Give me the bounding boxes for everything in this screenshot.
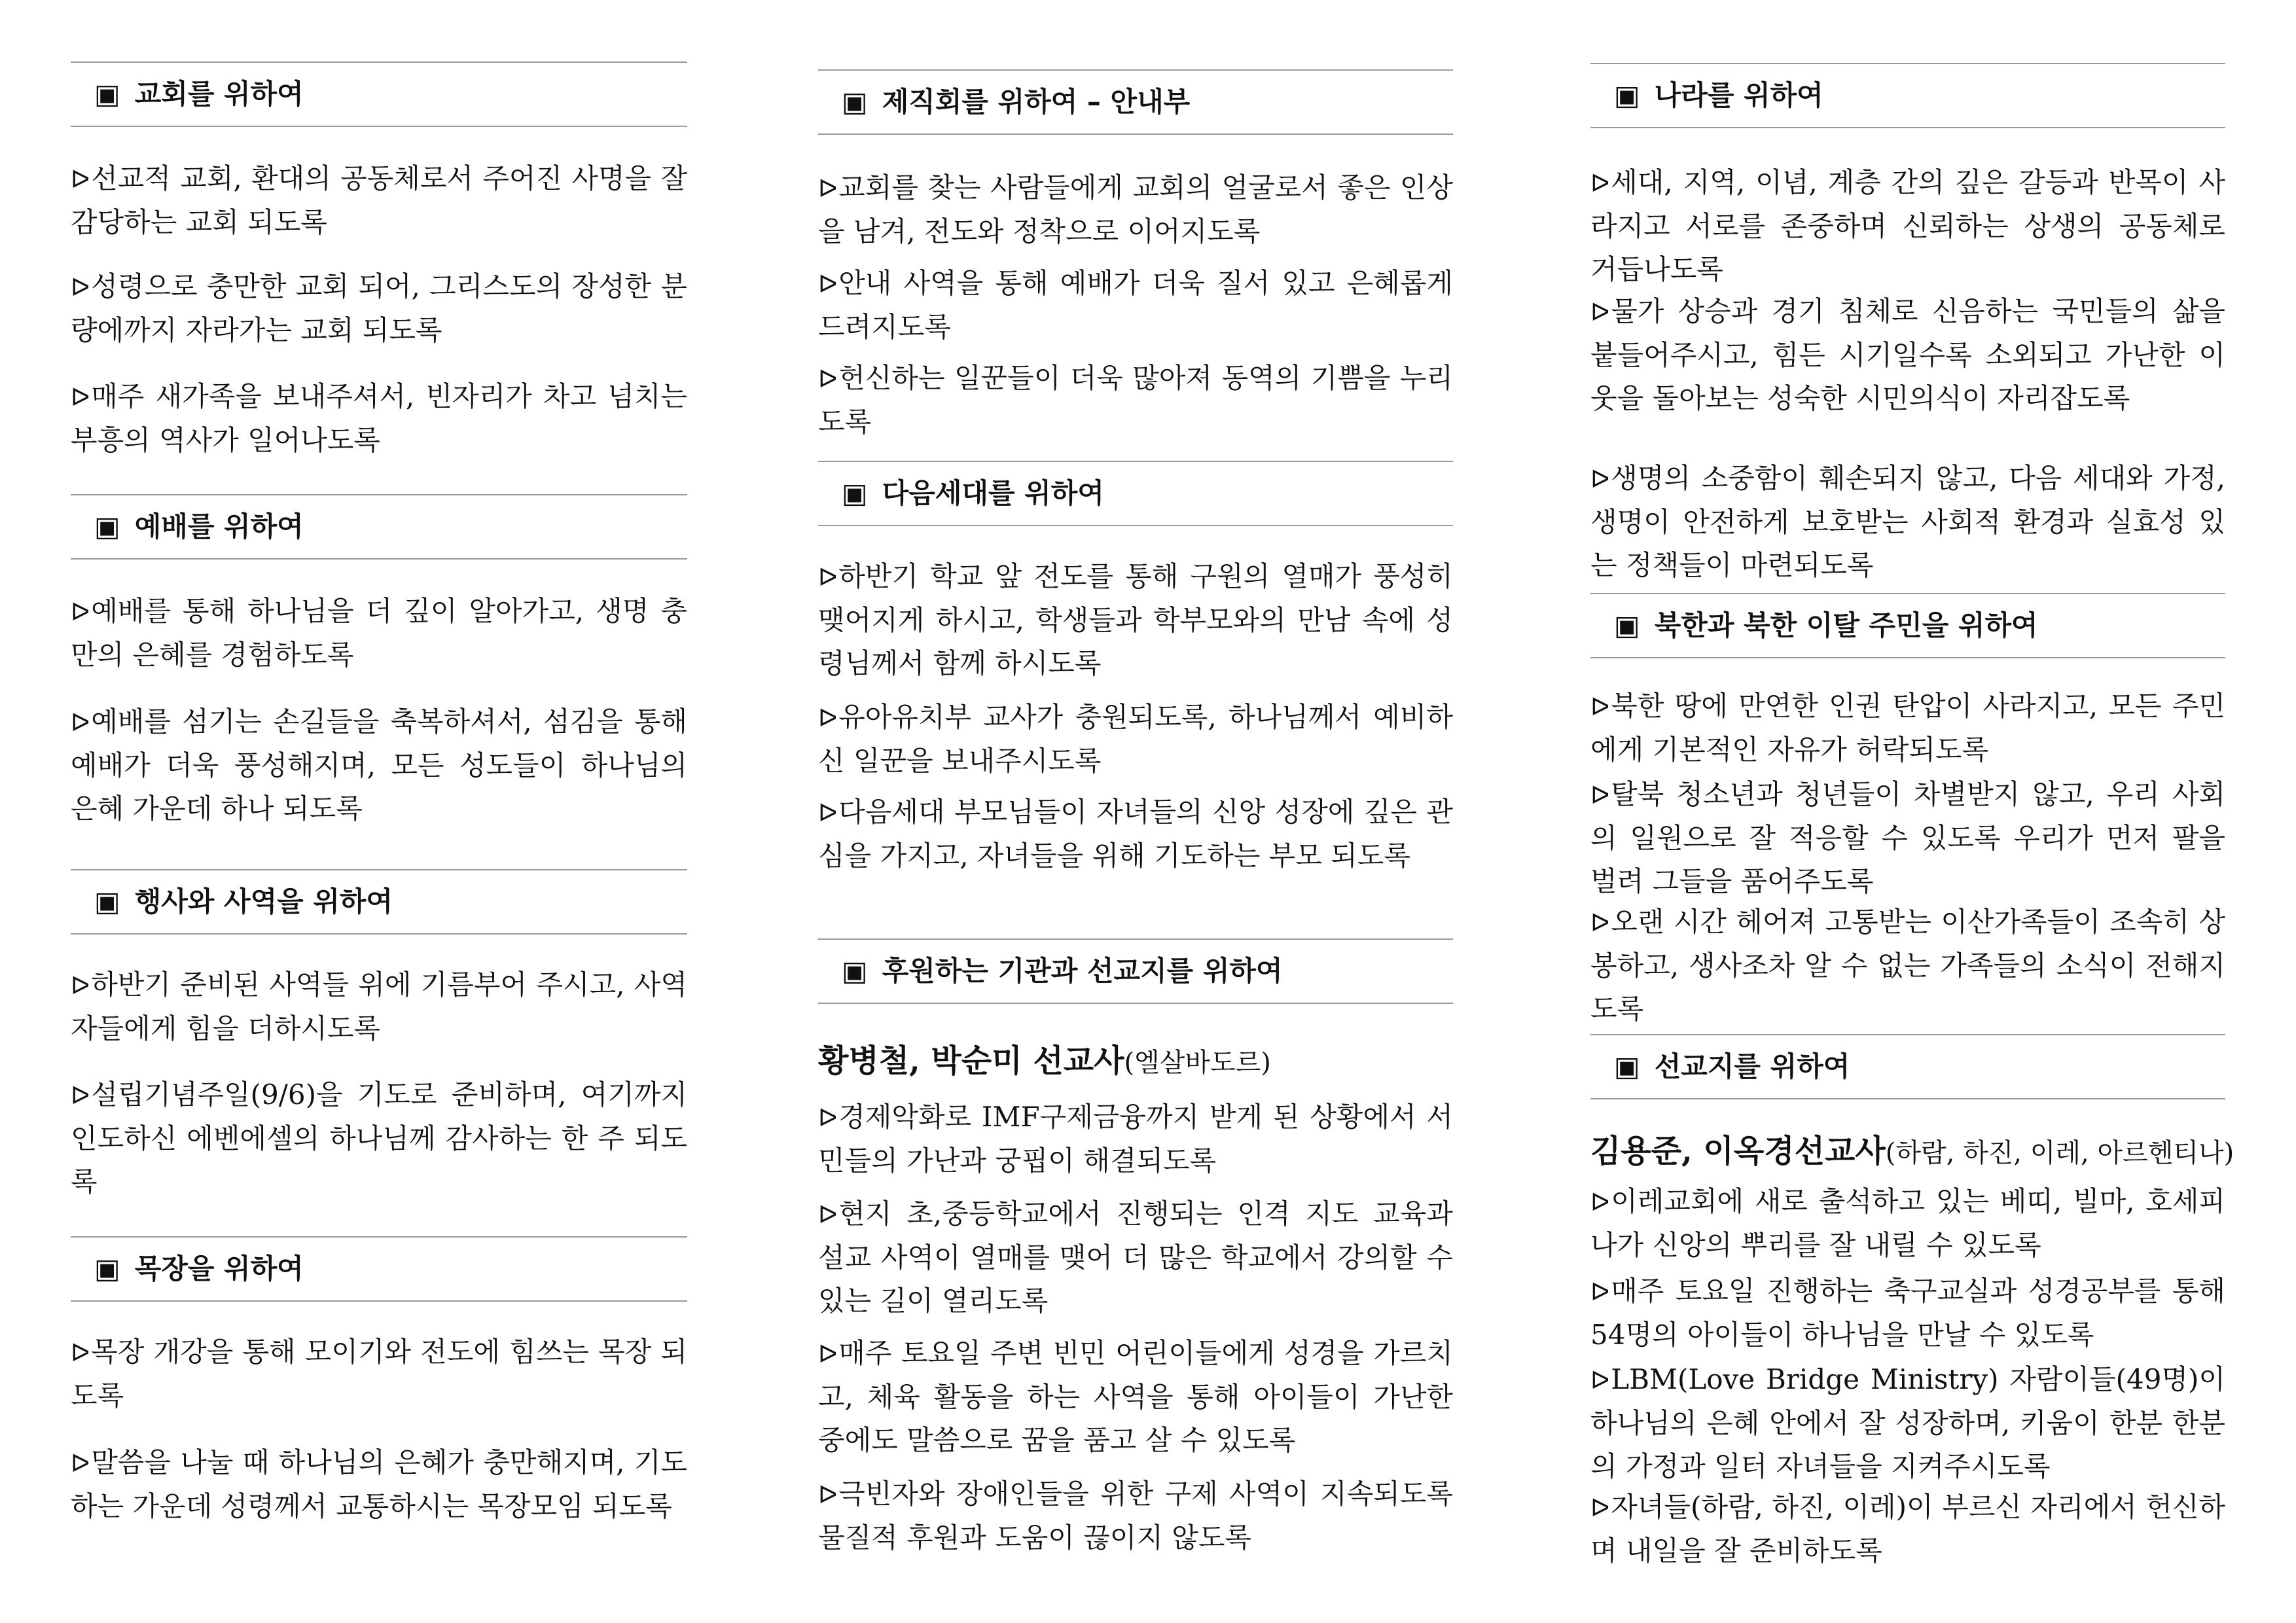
divider [1590,127,2225,128]
prayer-item: ᐅ매주 새가족을 보내주셔서, 빈자리가 차고 넘치는 부흥의 역사가 일어나도록 [71,380,687,456]
divider [1590,657,2225,658]
bullet-icon: ᐅ [1590,908,1610,937]
section-title-church: ▣ 교회를 위하여 [94,78,304,110]
divider [1590,1098,2225,1099]
section-marker-icon: ▣ [1614,1050,1640,1082]
bullet-icon: ᐅ [818,1480,838,1509]
bullet-icon: ᐅ [1590,465,1610,493]
prayer-item: ᐅ말씀을 나눌 때 하나님의 은혜가 충만해지며, 기도하는 가운데 성령께서 교통하시는 목장모임 되도록 [71,1446,687,1522]
prayer-item: ᐅ유아유치부 교사가 충원되도록, 하나님께서 예비하신 일꾼을 보내주시도록 [818,701,1453,777]
section-marker-icon: ▣ [842,477,868,509]
prayer-item: ᐅ현지 초,중등학교에서 진행되는 인격 지도 교육과 설교 사역이 열매를 맺어 더 많은 학교에서 강의할 수 있는 길이 열리도록 [818,1198,1453,1317]
prayer-item: ᐅ예배를 섬기는 손길들을 축복하셔서, 섬김을 통해 예배가 더욱 풍성해지며, 모든 성도들이 하나님의 은혜 가운데 하나 되도록 [71,705,687,825]
prayer-item: ᐅ설립기념주일(9/6)을 기도로 준비하며, 여기까지 인도하신 에벤에셀의 하나님께 감사하는 한 주 되도록 [71,1079,687,1198]
prayer-item: ᐅLBM(Love Bridge Ministry) 자람이들(49명)이 하나님의 은혜 안에서 잘 성장하며, 키움이 한분 한분의 가정과 일터 자녀들을 지켜주시도록 [1590,1363,2225,1482]
prayer-item: ᐅ하반기 학교 앞 전도를 통해 구원의 열매가 풍성히 맺어지게 하시고, 학생들과 학부모와의 만남 속에 성령님께서 함께 하시도록 [818,560,1453,679]
bullet-icon: ᐅ [1590,169,1610,198]
prayer-item: ᐅ매주 토요일 진행하는 축구교실과 성경공부를 통해 54명의 아이들이 하나님을 만날 수 있도록 [1590,1275,2225,1351]
section-title-northkorea: ▣ 북한과 북한 이탈 주민을 위하여 [1614,609,2038,641]
bullet-icon: ᐅ [818,365,838,393]
divider [71,933,687,935]
bullet-icon: ᐅ [818,1340,838,1368]
bullet-icon: ᐅ [818,1200,838,1229]
missionary-location: (엘살바도르) [1124,1048,1271,1078]
prayer-item: ᐅ성령으로 충만한 교회 되어, 그리스도의 장성한 분량에까지 자라가는 교회 되도록 [71,270,687,346]
prayer-item: ᐅ자녀들(하람, 하진, 이레)이 부르신 자리에서 헌신하며 내일을 잘 준비하도록 [1590,1491,2225,1567]
bullet-icon: ᐅ [1590,1277,1610,1306]
bullet-icon: ᐅ [71,708,90,737]
section-marker-icon: ▣ [842,955,868,987]
bullet-icon: ᐅ [1590,1366,1610,1395]
bullet-icon: ᐅ [71,971,90,1000]
section-marker-icon: ▣ [94,885,120,918]
bullet-icon: ᐅ [818,174,838,203]
divider [818,134,1453,135]
prayer-item: ᐅ이레교회에 새로 출석하고 있는 베띠, 빌마, 호세피나가 신앙의 뿌리를 잘 내릴 수 있도록 [1590,1185,2225,1261]
bullet-icon: ᐅ [818,798,838,827]
prayer-item: ᐅ매주 토요일 주변 빈민 어린이들에게 성경을 가르치고, 체육 활동을 하는 사역을 통해 아이들이 가난한 중에도 말씀으로 꿈을 품고 살 수 있도록 [818,1337,1453,1456]
divider [71,1300,687,1302]
bullet-icon: ᐅ [1590,692,1610,721]
prayer-item: ᐅ안내 사역을 통해 예배가 더욱 질서 있고 은혜롭게 드려지도록 [818,267,1453,343]
bullet-icon: ᐅ [1590,1493,1610,1522]
prayer-item: ᐅ다음세대 부모님들이 자녀들의 신앙 성장에 깊은 관심을 가지고, 자녀들을 위해 기도하는 부모 되도록 [818,796,1453,872]
prayer-item: ᐅ생명의 소중함이 훼손되지 않고, 다음 세대와 가정, 생명이 안전하게 보호받는 사회적 환경과 실효성 있는 정책들이 마련되도록 [1590,462,2225,581]
missionary-name: 김용준, 이옥경선교사(하람, 하진, 이레, 아르헨티나) [1590,1133,2234,1169]
divider [818,1003,1453,1004]
section-title-pastoral: ▣ 목장을 위하여 [94,1253,304,1285]
section-title-nextgen: ▣ 다음세대를 위하여 [842,477,1104,509]
prayer-item: ᐅ북한 땅에 만연한 인권 탄압이 사라지고, 모든 주민에게 기본적인 자유가 허락되도록 [1590,690,2225,766]
divider [71,558,687,560]
prayer-item: ᐅ선교적 교회, 환대의 공동체로서 주어진 사명을 잘 감당하는 교회 되도록 [71,162,687,238]
bullet-icon: ᐅ [818,704,838,732]
missionary-name: 황병철, 박순미 선교사(엘살바도르) [818,1043,1271,1079]
section-title-sponsors: ▣ 후원하는 기관과 선교지를 위하여 [842,955,1283,987]
prayer-item: ᐅ예배를 통해 하나님을 더 깊이 알아가고, 생명 충만의 은혜를 경험하도록 [71,595,687,671]
bullet-icon: ᐅ [71,1081,90,1110]
bullet-icon: ᐅ [1590,298,1610,327]
bullet-icon: ᐅ [71,273,90,302]
prayer-item: ᐅ탈북 청소년과 청년들이 차별받지 않고, 우리 사회의 일원으로 잘 적응할 수 있도록 우리가 먼저 팔을 벌려 그들을 품어주도록 [1590,778,2225,897]
divider [818,525,1453,526]
bullet-icon: ᐅ [818,563,838,592]
section-title-mission: ▣ 선교지를 위하여 [1614,1050,1850,1082]
bullet-icon: ᐅ [818,270,838,298]
prayer-item: ᐅ목장 개강을 통해 모이기와 전도에 힘쓰는 목장 되도록 [71,1336,687,1412]
missionary-location: (하람, 하진, 이레, 아르헨티나) [1885,1138,2234,1168]
divider [71,126,687,127]
bullet-icon: ᐅ [71,1449,90,1478]
section-marker-icon: ▣ [1614,609,1640,641]
prayer-item: ᐅ극빈자와 장애인들을 위한 구제 사역이 지속되도록 물질적 후원과 도움이 끊이지 않도록 [818,1478,1453,1554]
prayer-item: ᐅ헌신하는 일꾼들이 더욱 많아져 동역의 기쁨을 누리도록 [818,362,1453,438]
section-marker-icon: ▣ [842,86,868,118]
bullet-icon: ᐅ [71,165,90,194]
section-marker-icon: ▣ [94,1253,120,1285]
section-marker-icon: ▣ [94,510,120,543]
bullet-icon: ᐅ [818,1103,838,1132]
prayer-item: ᐅ오랜 시간 헤어져 고통받는 이산가족들이 조속히 상봉하고, 생사조차 알 수 없는 가족들의 소식이 전해지도록 [1590,906,2225,1025]
section-title-nation: ▣ 나라를 위하여 [1614,79,1823,111]
prayer-item: ᐅ물가 상승과 경기 침체로 신음하는 국민들의 삶을 붙들어주시고, 힘든 시기일수록 소외되고 가난한 이웃을 돌아보는 성숙한 시민의식이 자리잡도록 [1590,295,2225,414]
prayer-item: ᐅ하반기 준비된 사역들 위에 기름부어 주시고, 사역자들에게 힘을 더하시도록 [71,969,687,1044]
section-marker-icon: ▣ [94,78,120,110]
prayer-item: ᐅ세대, 지역, 이념, 계층 간의 깊은 갈등과 반목이 사라지고 서로를 존중하며 신뢰하는 상생의 공동체로 거듭나도록 [1590,166,2225,285]
bullet-icon: ᐅ [71,597,90,626]
section-title-worship: ▣ 예배를 위하여 [94,510,304,543]
bullet-icon: ᐅ [71,1338,90,1367]
section-marker-icon: ▣ [1614,79,1640,111]
bullet-icon: ᐅ [1590,781,1610,810]
section-title-events: ▣ 행사와 사역을 위하여 [94,885,393,918]
section-title-deacons: ▣ 제직회를 위하여 – 안내부 [842,86,1191,118]
bullet-icon: ᐅ [71,383,90,412]
bullet-icon: ᐅ [1590,1188,1610,1217]
prayer-item: ᐅ교회를 찾는 사람들에게 교회의 얼굴로서 좋은 인상을 남겨, 전도와 정착으로 이어지도록 [818,171,1453,247]
prayer-item: ᐅ경제악화로 IMF구제금융까지 받게 된 상황에서 서민들의 가난과 궁핍이 해결되도록 [818,1101,1453,1177]
